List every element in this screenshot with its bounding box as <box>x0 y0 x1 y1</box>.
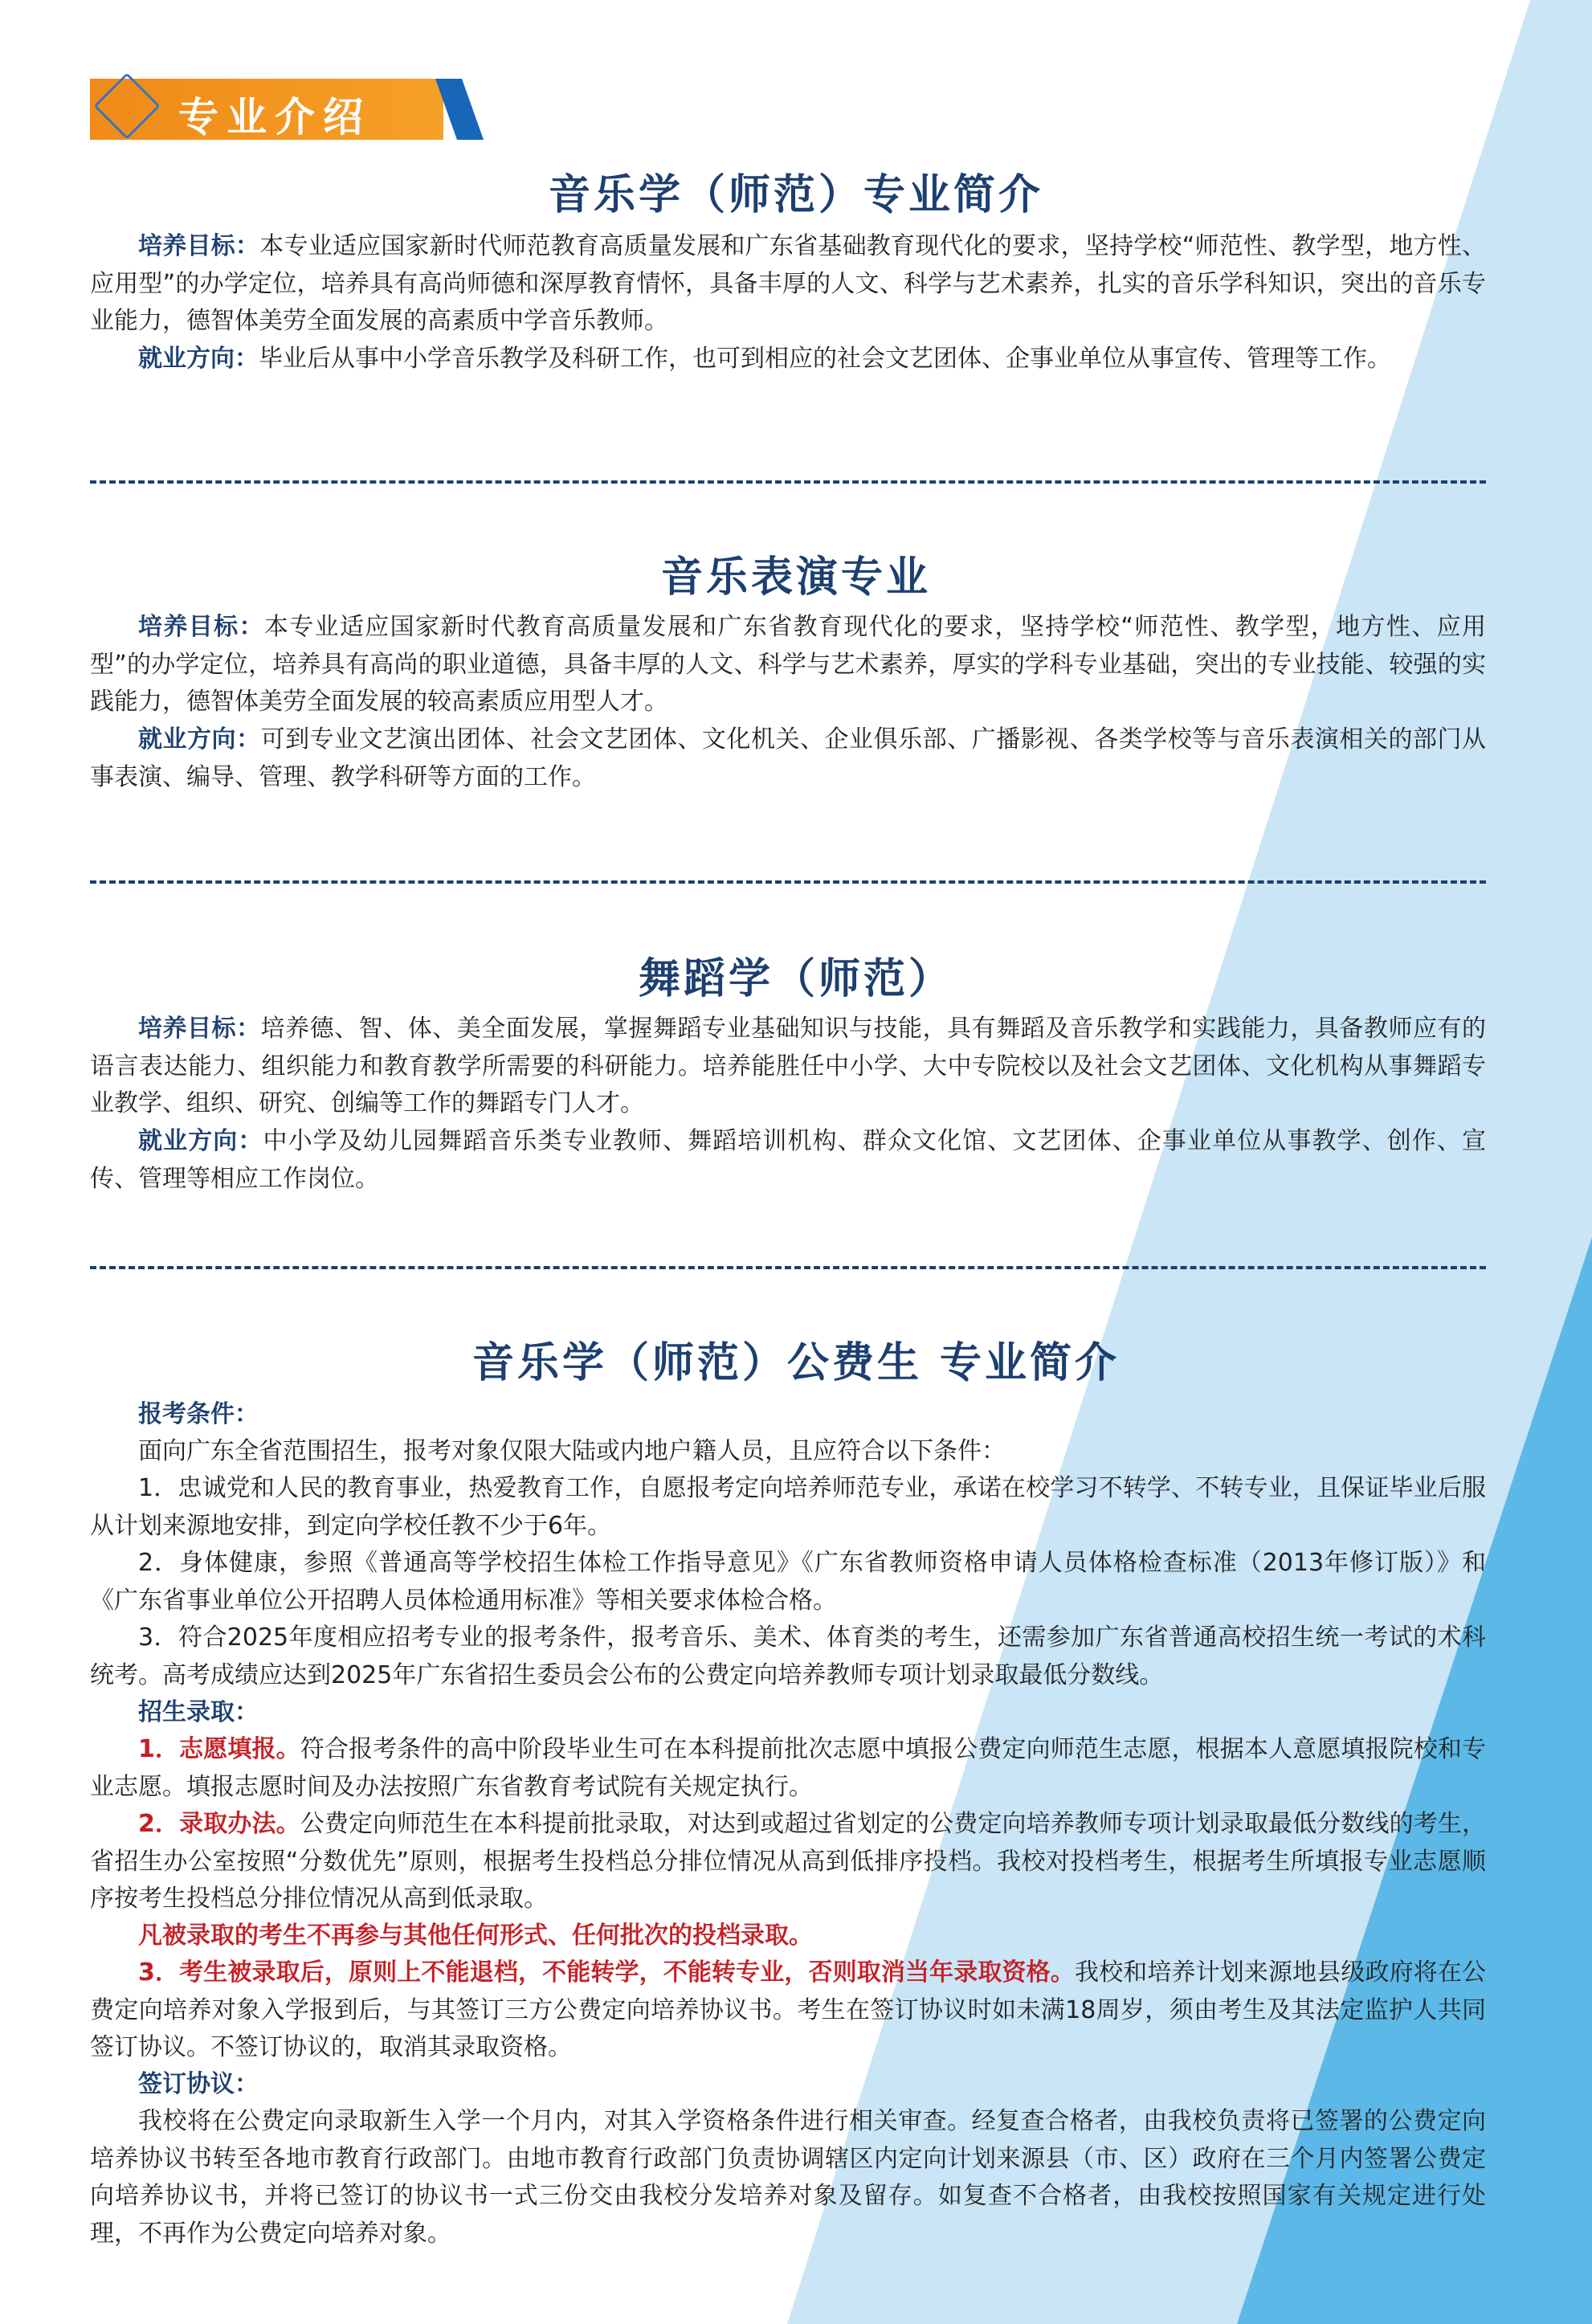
career-text: 可到专业文艺演出团体、社会文艺团体、文化机关、企业俱乐部、广播影视、各类学校等与音乐表演相关的部门从事表演、编导、管理、教学科研等方面的工作。 <box>90 725 1486 791</box>
admission-1-text: 符合报考条件的高中阶段毕业生可在本科提前批次志愿中填报公费定向师范生志愿，根据本人意愿填报院校和专业志愿。填报志愿时间及办法按照广东省教育考试院有关规定执行。 <box>90 1735 1486 1801</box>
career-label: 就业方向： <box>138 345 259 373</box>
admission-3-text: 我校和培养计划来源地县级政府将在公费定向培养对象入学报到后，与其签订三方公费定向培养协议书。考生在签订协议时如未满18周岁，须由考生及其法定监护人共同签订协议。不签订协议的，取消其录取资格。 <box>90 1958 1487 2061</box>
paragraph-admission-1 <box>90 1731 1486 1806</box>
paragraph-training-goal <box>90 228 1486 341</box>
paragraph-admission-3 <box>90 1954 1486 2067</box>
admission-note: 凡被录取的考生不再参与其他任何形式、任何批次的投档录取。 <box>138 1922 813 1950</box>
goal-text: 本专业适应国家新时代教育高质量发展和广东省教育现代化的要求，坚持学校“师范性、教学型，地方性、应用型”的办学定位，培养具有高尚的职业道德，具备丰厚的人文、科学与艺术素养，厚实的学科专业基础，突出的专业技能、较强的实践能力，德智体美劳全面发展的较高素质应用型人才。 <box>90 613 1487 716</box>
paragraph-training-goal <box>90 1011 1486 1123</box>
goal-label: 培养目标： <box>138 613 264 641</box>
heading-conditions <box>90 1396 1486 1434</box>
paragraph-conditions-intro: 面向广东全省范围招生，报考对象仅限大陆或内地户籍人员，且应符合以下条件： <box>138 1437 1006 1465</box>
heading-sign-agreement <box>90 2066 1486 2104</box>
admission-3-label: 3．考生被录取后，原则上不能退档，不能转学，不能转专业，否则取消当年录取资格。 <box>138 1958 1075 1987</box>
admission-2-text: 公费定向师范生在本科提前批录取，对达到或超过省划定的公费定向培养教师专项计划录取最低分数线的考生，省招生办公室按照“分数优先”原则，根据考生投档总分排位情况从高到低排序投档。我校对投档考生，根据考生所填报专业志愿顺序按考生投档总分排位情况从高到低录取。 <box>90 1810 1486 1913</box>
paragraph-admission-2 <box>90 1806 1486 1918</box>
badge-label: 专业介绍 <box>178 94 371 141</box>
paragraph-condition-3: 3．符合2025年度相应招考专业的报考条件，报考音乐、美术、体育类的考生，还需参加广东省普通高校招生统一考试的术科统考。高考成绩应达到2025年广东省招生委员会公布的公费定向培养教师专项计划录取最低分数线。 <box>90 1624 1486 1689</box>
goal-label: 培养目标： <box>138 232 260 260</box>
paragraph-sign-agreement: 我校将在公费定向录取新生入学一个月内，对其入学资格条件进行相关审查。经复查合格者，由我校负责将已签署的公费定向培养协议书转至各地市教育行政部门。由地市教育行政部门负责协调辖区内定向计划来源县（市、区）政府在三个月内签署公费定向培养协议书，并将已签订的协议书一式三份交由我校分发培养对象及留存。如复查不合格者，由我校按照国家有关规定进行处理，不再作为公费定向培养对象。 <box>90 2107 1486 2248</box>
paragraph-admission-note <box>90 1918 1486 1955</box>
section-title-music-education: 音乐学（师范）专业简介 <box>548 171 1043 219</box>
career-text: 毕业后从事中小学音乐教学及科研工作，也可到相应的社会文艺团体、企事业单位从事宣传、管理等工作。 <box>259 345 1391 373</box>
section-title-dance: 舞蹈学（师范） <box>638 955 953 1003</box>
section-title-music-performance: 音乐表演专业 <box>660 553 931 602</box>
dashed-divider <box>90 480 1486 484</box>
heading-admission <box>90 1694 1486 1732</box>
paragraph-condition-1: 1．忠诚党和人民的教育事业，热爱教育工作，自愿报考定向培养师范专业，承诺在校学习不转学、不转专业，且保证毕业后服从计划来源地安排，到定向学校任教不少于6年。 <box>90 1474 1486 1540</box>
sign-agreement-label: 签订协议： <box>138 2070 259 2098</box>
goal-text: 培养德、智、体、美全面发展，掌握舞蹈专业基础知识与技能，具有舞蹈及音乐教学和实践能力，具备教师应有的语言表达能力、组织能力和教育教学所需要的科研能力。培养能胜任中小学、大中专院校以及社会文艺团体、文化机构从事舞蹈专业教学、组织、研究、创编等工作的舞蹈专门人才。 <box>90 1015 1486 1117</box>
dashed-divider <box>90 880 1486 884</box>
paragraph-condition-2: 2．身体健康，参照《普通高等学校招生体检工作指导意见》《广东省教师资格申请人员体格检查标准（2013年修订版）》和《广东省事业单位公开招聘人员体检通用标准》等相关要求体检合格。 <box>90 1549 1486 1615</box>
dashed-divider <box>90 1266 1486 1269</box>
goal-label: 培养目标： <box>138 1015 261 1043</box>
conditions-label: 报考条件： <box>138 1400 259 1428</box>
admission-2-label: 2．录取办法。 <box>138 1810 300 1838</box>
career-text: 中小学及幼儿园舞蹈音乐类专业教师、舞蹈培训机构、群众文化馆、文艺团体、企事业单位从事教学、创作、宣传、管理等相应工作岗位。 <box>90 1127 1487 1193</box>
paragraph-career <box>90 1123 1486 1198</box>
admission-1-label: 1．志愿填报。 <box>138 1735 300 1763</box>
section-badge <box>90 71 484 148</box>
admission-label: 招生录取： <box>138 1698 259 1726</box>
career-label: 就业方向： <box>138 1127 263 1155</box>
paragraph-career <box>90 341 1486 378</box>
career-label: 就业方向： <box>138 725 261 754</box>
paragraph-training-goal <box>90 609 1486 721</box>
section-title-funded-students: 音乐学（师范）公费生 专业简介 <box>471 1339 1121 1387</box>
paragraph-career <box>90 721 1486 796</box>
goal-text: 本专业适应国家新时代师范教育高质量发展和广东省基础教育现代化的要求，坚持学校“师范性、教学型，地方性、应用型”的办学定位，培养具有高尚师德和深厚教育情怀，具备丰厚的人文、科学与艺术素养，扎实的音乐学科知识，突出的音乐专业能力，德智体美劳全面发展的高素质中学音乐教师。 <box>90 232 1487 335</box>
